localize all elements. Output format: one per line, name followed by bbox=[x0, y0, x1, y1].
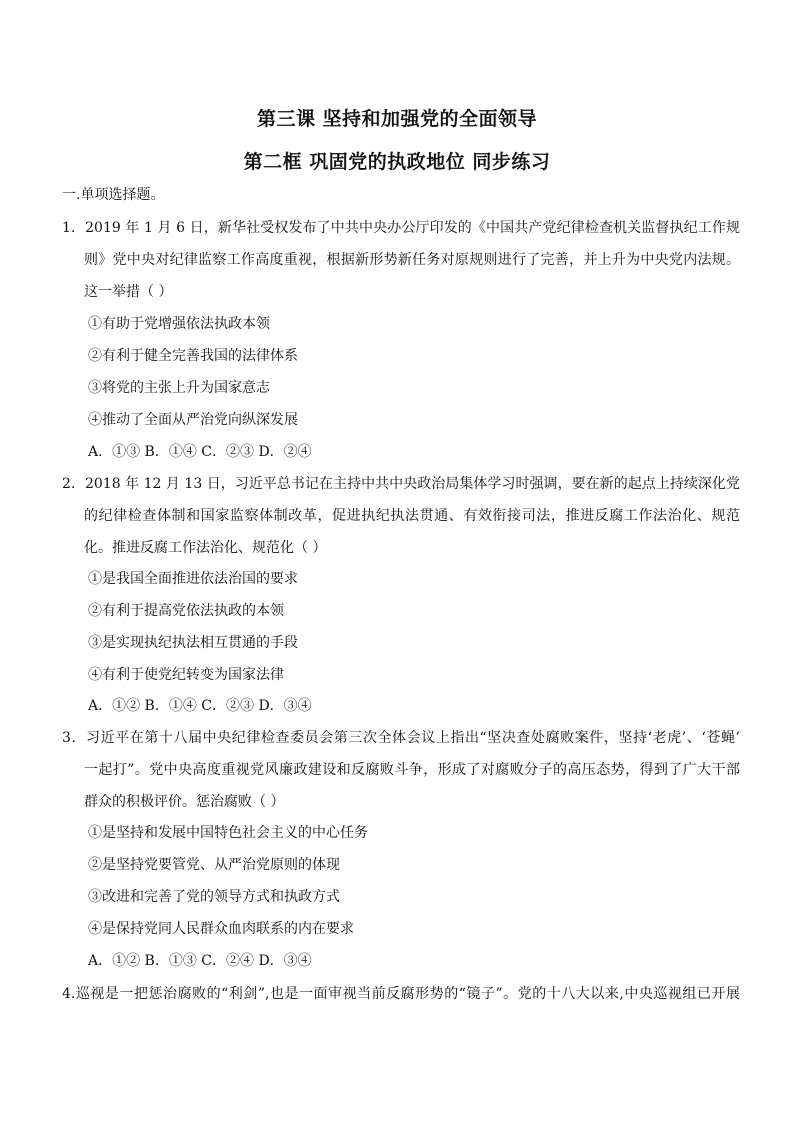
question-2-answers: A．①② B．①④ C．②③ D．③④ bbox=[88, 698, 312, 714]
question-2-option-4: ④有利于使党纪转变为国家法律 bbox=[88, 667, 284, 683]
question-1-option-1: ①有助于党增强依法执政本领 bbox=[88, 316, 270, 332]
question-1-line-2: 则》党中央对纪律监察工作高度重视，根据新形势新任务对原规则进行了完善，并上升为中央党内法规。 bbox=[84, 252, 740, 268]
question-2-option-3: ③是实现执纪执法相互贯通的手段 bbox=[88, 635, 298, 651]
question-3-option-4: ④是保持党同人民群众血肉联系的内在要求 bbox=[88, 921, 354, 937]
question-3-line-1: 3．习近平在第十八届中央纪律检查委员会第三次全体会议上指出“坚决查处腐败案件，坚持‘老虎’、‘苍蝇’ bbox=[62, 730, 740, 746]
question-3-option-3: ③改进和完善了党的领导方式和执政方式 bbox=[88, 889, 340, 905]
question-3-line-3: 群众的积极评价。惩治腐败（ ） bbox=[84, 794, 285, 810]
question-4-line-1: 4.巡视是一把惩治腐败的“利剑”,也是一面审视当前反腐形势的“镜子”。党的十八大以来,中央巡视组已开展 bbox=[62, 986, 740, 1002]
document-subtitle: 第二框 巩固党的执政地位 同步练习 bbox=[243, 151, 551, 173]
question-2-option-1: ①是我国全面推进依法治国的要求 bbox=[88, 571, 298, 587]
question-1-option-3: ③将党的主张上升为国家意志 bbox=[88, 380, 270, 396]
question-2-line-1: 2．2018 年 12 月 13 日，习近平总书记在主持中共中央政治局集体学习时强调，要在新的起点上持续深化党 bbox=[62, 476, 740, 492]
question-2-line-2: 的纪律检查体制和国家监察体制改革，促进执纪执法贯通、有效衔接司法，推进反腐工作法治化、规范 bbox=[84, 508, 740, 524]
question-1-option-4: ④推动了全面从严治党向纵深发展 bbox=[88, 412, 298, 428]
question-3-answers: A．①② B．①③ C．②④ D．③④ bbox=[88, 953, 312, 969]
question-3-line-2: 一起打”。党中央高度重视党风廉政建设和反腐败斗争，形成了对腐败分子的高压态势，得到了广大干部 bbox=[84, 762, 740, 778]
question-3-option-1: ①是坚持和发展中国特色社会主义的中心任务 bbox=[88, 825, 368, 841]
document-title: 第三课 坚持和加强党的全面领导 bbox=[256, 108, 538, 130]
question-1-line-1: 1．2019 年 1 月 6 日，新华社受权发布了中共中央办公厅印发的《中国共产党纪律检查机关监督执纪工作规 bbox=[62, 220, 740, 236]
question-3-option-2: ②是坚持党要管党、从严治党原则的体现 bbox=[88, 857, 340, 873]
section-heading: 一.单项选择题。 bbox=[62, 187, 165, 203]
question-1-answers: A．①③ B．①④ C．②③ D．②④ bbox=[88, 444, 312, 460]
question-1-option-2: ②有利于健全完善我国的法律体系 bbox=[88, 348, 298, 364]
question-2-line-3: 化。推进反腐工作法治化、规范化（ ） bbox=[84, 540, 327, 556]
question-1-line-3: 这一举措（ ） bbox=[84, 284, 173, 300]
question-2-option-2: ②有利于提高党依法执政的本领 bbox=[88, 603, 284, 619]
